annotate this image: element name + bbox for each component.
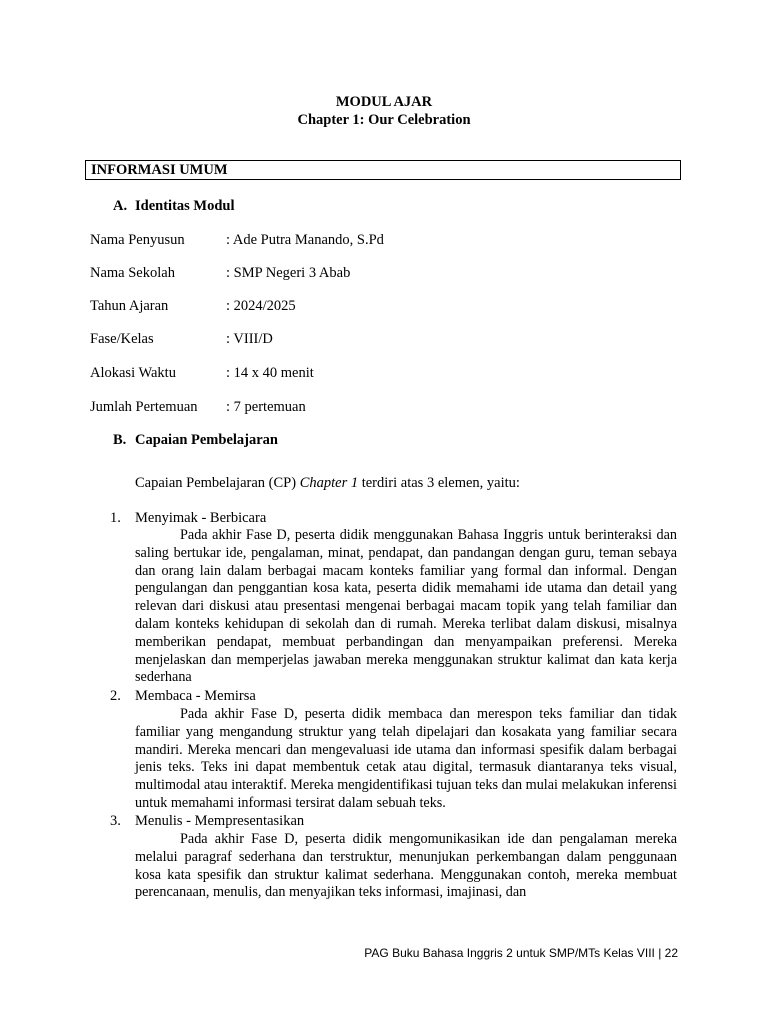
element-paragraph: Pada akhir Fase D, peserta didik mengomunikasikan ide dan pengalaman mereka melalui paragraf sederhana dan terstruktur, menunjukan perkembangan dalam penggunaan kosa kata spesifik dan struktur kalimat sederhana. Menggunakan contoh, mereka membuat perencanaan, menulis, dan menyajikan teks informasi, imajinasi, dan — [135, 831, 677, 901]
element-title: Menyimak - Berbicara — [135, 510, 267, 526]
identity-label: Nama Penyusun — [90, 232, 185, 248]
element-heading — [110, 510, 266, 527]
identity-label: Nama Sekolah — [90, 265, 175, 281]
identity-label: Tahun Ajaran — [90, 298, 169, 314]
element-number: 2. — [110, 688, 121, 704]
document-title: MODUL AJAR — [335, 94, 433, 110]
info-umum-label: INFORMASI UMUM — [91, 162, 228, 178]
info-umum-box — [85, 160, 681, 180]
element-heading — [110, 813, 304, 830]
document-subtitle: Chapter 1: Our Celebration — [297, 112, 471, 128]
identity-value: : 2024/2025 — [226, 298, 296, 314]
identity-label: Alokasi Waktu — [90, 365, 176, 381]
section-a-letter: A. — [113, 198, 128, 214]
element-number: 3. — [110, 813, 121, 829]
cp-intro-before: Capaian Pembelajaran (CP) — [135, 475, 300, 491]
section-a-heading — [113, 198, 235, 215]
section-a-title: Identitas Modul — [135, 198, 235, 214]
element-paragraph: Pada akhir Fase D, peserta didik membaca dan merespon teks familiar dan tidak familiar yang mengandung struktur yang telah dipelajari dan kosakata yang familiar secara mandiri. Mereka mencari dan mengevaluasi ide utama dan informasi spesifik dalam berbagai jenis teks. Teks ini dapat membentuk cetak atau digital, termasuk diantaranya teks visual, multimodal atau interaktif. Mereka mengidentifikasi tujuan teks dan mulai melakukan inferensi untuk memahami informasi tersirat dalam sebuah teks. — [135, 706, 677, 811]
identity-label: Fase/Kelas — [90, 331, 154, 347]
element-heading — [110, 688, 256, 705]
element-title: Menulis - Mempresentasikan — [135, 813, 305, 829]
section-b-letter: B. — [113, 432, 127, 448]
cp-intro-after: terdiri atas 3 elemen, yaitu: — [358, 475, 520, 491]
element-number: 1. — [110, 510, 121, 526]
identity-value: : 7 pertemuan — [226, 399, 306, 415]
page-footer: PAG Buku Bahasa Inggris 2 untuk SMP/MTs Kelas VIII | 22 — [364, 946, 678, 960]
element-title: Membaca - Memirsa — [135, 688, 256, 704]
identity-value: : Ade Putra Manando, S.Pd — [226, 232, 384, 248]
identity-value: : VIII/D — [226, 331, 273, 347]
section-b-title: Capaian Pembelajaran — [135, 432, 278, 448]
identity-label: Jumlah Pertemuan — [90, 399, 198, 415]
cp-intro — [135, 475, 520, 492]
element-paragraph: Pada akhir Fase D, peserta didik menggunakan Bahasa Inggris untuk berinteraksi dan saling bertukar ide, pengalaman, minat, pendapat, dan pandangan dengan guru, teman sebaya dan orang lain dalam berbagai macam konteks familiar yang formal dan informal. Dengan pengulangan dan penggantian kosa kata, peserta didik memahami ide utama dan detail yang relevan dari diskusi atau presentasi mengenai berbagai macam topik yang telah familiar dan dalam konteks kehidupan di sekolah dan di rumah. Mereka terlibat dalam diskusi, misalnya memberikan pendapat, membuat perbandingan dan menyampaikan preferensi. Mereka menjelaskan dan memperjelas jawaban mereka menggunakan struktur kalimat dan kata kerja sederhana — [135, 527, 677, 686]
identity-value: : 14 x 40 menit — [226, 365, 314, 381]
section-b-heading — [113, 432, 278, 449]
cp-intro-italic: Chapter 1 — [299, 475, 359, 491]
identity-value: : SMP Negeri 3 Abab — [226, 265, 351, 281]
